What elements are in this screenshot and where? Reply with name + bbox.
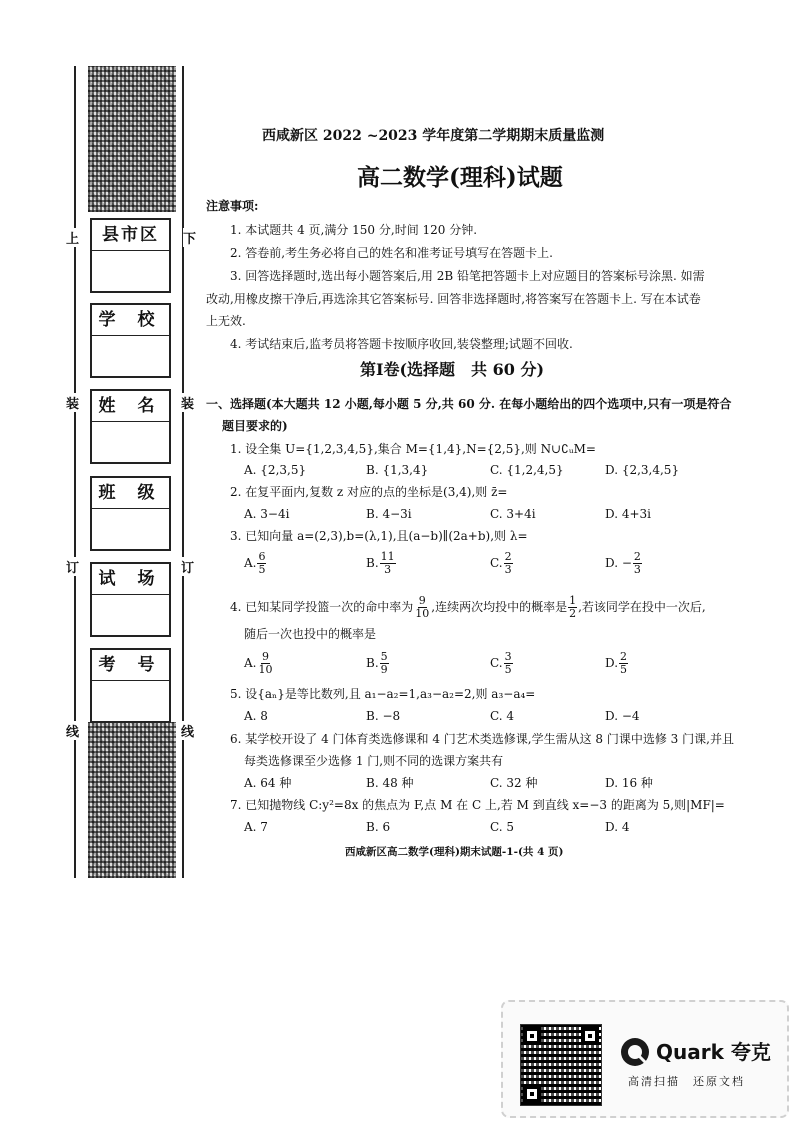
part-instructions-2: 题目要求的) [222, 419, 288, 433]
binding-line-left [74, 66, 76, 878]
q3-c-num: 2 [504, 550, 512, 563]
info-box-room [90, 562, 171, 637]
quark-brand: Quark 夸克 [656, 1040, 771, 1064]
q6-option-c: C. 32 种 [490, 776, 538, 790]
notes-line-6: 4. 考试结束后,监考员将答题卡按顺序收回,装袋整理;试题不回收. [230, 337, 573, 351]
binding-char-zhuang-left: 装 [66, 393, 79, 412]
q4-d-num: 2 [620, 650, 628, 663]
q3-a-den: 5 [258, 563, 266, 576]
q4-option-c [490, 651, 514, 676]
q4-stem-fraction-1 [414, 595, 430, 620]
q5-stem: 5. 设{aₙ}是等比数列,且 a₁−a₂=1,a₃−a₂=2,则 a₃−a₄= [230, 687, 536, 701]
q2-option-a: A. 3−4i [244, 507, 290, 521]
q3-option-b-fraction [380, 551, 396, 576]
q2-stem: 2. 在复平面内,复数 z 对应的点的坐标是(3,4),则 z̄= [230, 485, 508, 499]
notes-line-4: 改动,用橡皮擦干净后,再选涂其它答案标号. 回答非选择题时,将答案写在答题卡上. 写在本试卷 [206, 292, 701, 306]
q4-option-a-fraction [257, 651, 273, 676]
notes-heading: 注意事项: [206, 199, 259, 213]
q4-stem-a: 4. 已知某同学投篮一次的命中率为 [230, 600, 414, 614]
binding-char-top-right: 下 [183, 228, 196, 247]
q1-option-a: A. {2,3,5} [244, 463, 307, 477]
binding-char-top-left: 上 [66, 228, 79, 247]
q4-f2-den: 2 [569, 607, 577, 620]
notes-line-1: 1. 本试题共 4 页,满分 150 分,时间 120 分钟. [230, 223, 478, 237]
q5-option-a: A. 8 [244, 709, 268, 723]
q4-option-b-fraction [380, 651, 389, 676]
q7-stem: 7. 已知抛物线 C:y²=8x 的焦点为 F,点 M 在 C 上,若 M 到直线 x=−3 的距离为 5,则|MF|= [230, 798, 725, 812]
q4-f1-num: 9 [418, 594, 426, 607]
q4-stem-fraction-2 [568, 595, 577, 620]
q6-option-b: B. 48 种 [366, 776, 414, 790]
binding-char-zhuang-right: 装 [181, 393, 194, 412]
quark-logo-icon [620, 1037, 650, 1067]
info-box-number [90, 648, 171, 723]
qr-finder-tl [523, 1027, 541, 1045]
q3-option-a-prefix: A. [244, 556, 257, 570]
info-box-name [90, 389, 171, 464]
q4-stem-c: ,若该同学在投中一次后, [578, 600, 706, 614]
binding-pattern-top [88, 66, 176, 212]
q3-option-c-prefix: C. [490, 556, 503, 570]
q7-option-a: A. 7 [244, 820, 268, 834]
q4-d-den: 5 [620, 663, 628, 676]
q6-stem: 6. 某学校开设了 4 门体育类选修课和 4 门艺术类选修课,学生需从这 8 门课中选修 3 门课,并且 [230, 732, 734, 746]
q3-option-c [490, 551, 514, 576]
info-box-school [90, 303, 171, 378]
q6-option-d: D. 16 种 [605, 776, 653, 790]
q1-option-c: C. {1,2,4,5} [490, 463, 564, 477]
q4-b-den: 9 [380, 663, 388, 676]
q3-option-c-fraction [504, 551, 513, 576]
q1-option-b: B. {1,3,4} [366, 463, 429, 477]
q4-option-a [244, 651, 274, 676]
q7-option-d: D. 4 [605, 820, 630, 834]
q4-option-d [605, 651, 629, 676]
notes-line-2: 2. 答卷前,考生务必将自己的姓名和准考证号填写在答题卡上. [230, 246, 553, 260]
qr-code-icon [520, 1024, 602, 1106]
info-label-name: 姓 名 [92, 391, 169, 422]
quark-tagline: 高清扫描 还原文档 [628, 1075, 745, 1088]
q6-option-a: A. 64 种 [244, 776, 292, 790]
q3-option-a [244, 551, 267, 576]
q4-f1-den: 10 [415, 607, 430, 620]
info-label-county: 县市区 [92, 220, 169, 251]
exam-title: 高二数学(理科)试题 [357, 164, 563, 191]
q3-option-a-fraction [257, 551, 266, 576]
qr-finder-bl [523, 1085, 541, 1103]
notes-line-3: 3. 回答选择题时,选出每小题答案后,用 2B 铅笔把答题卡上对应题目的答案标号涂黑. 如需 [230, 269, 705, 283]
notes-line-5: 上无效. [206, 314, 246, 328]
section-title: 第Ⅰ卷(选择题 共 60 分) [360, 360, 545, 379]
q4-option-c-prefix: C. [490, 656, 503, 670]
q5-option-b: B. −8 [366, 709, 401, 723]
q3-d-num: 2 [633, 550, 641, 563]
q4-c-num: 3 [504, 650, 512, 663]
q5-option-d: D. −4 [605, 709, 640, 723]
q3-option-d-fraction [633, 551, 642, 576]
q3-stem: 3. 已知向量 a=(2,3),b=(λ,1),且(a−b)∥(2a+b),则 λ= [230, 529, 528, 543]
q4-f2-num: 1 [569, 594, 577, 607]
info-label-class: 班 级 [92, 478, 169, 509]
q3-a-num: 6 [258, 550, 266, 563]
q2-option-b: B. 4−3i [366, 507, 412, 521]
q4-option-b [366, 651, 390, 676]
q5-option-c: C. 4 [490, 709, 515, 723]
q4-c-den: 5 [504, 663, 512, 676]
q2-option-c: C. 3+4i [490, 507, 536, 521]
q3-c-den: 3 [504, 563, 512, 576]
info-box-class [90, 476, 171, 551]
binding-line-right [182, 66, 184, 878]
q2-option-d: D. 4+3i [605, 507, 651, 521]
q1-stem: 1. 设全集 U={1,2,3,4,5},集合 M={1,4},N={2,5},则 N∪∁ᵤM= [230, 442, 596, 456]
q4-a-den: 10 [258, 663, 273, 676]
q4-b-num: 5 [380, 650, 388, 663]
info-label-room: 试 场 [92, 564, 169, 595]
q4-option-d-prefix: D. [605, 656, 619, 670]
q6-stem-2: 每类选修课至少选修 1 门,则不同的选课方案共有 [244, 754, 504, 768]
q4-option-a-prefix: A. [244, 656, 257, 670]
q7-option-c: C. 5 [490, 820, 515, 834]
q3-option-d [605, 551, 643, 576]
q3-option-d-prefix: D. − [605, 556, 632, 570]
info-box-county [90, 218, 171, 293]
q4-a-num: 9 [261, 650, 269, 663]
q4-stem [230, 594, 706, 620]
q4-stem-2: 随后一次也投中的概率是 [244, 627, 377, 641]
q3-option-b-prefix: B. [366, 556, 379, 570]
q4-stem-b: ,连续两次均投中的概率是 [431, 600, 568, 614]
q7-option-b: B. 6 [366, 820, 391, 834]
part-instructions-1: 一、选择题(本大题共 12 小题,每小题 5 分,共 60 分. 在每小题给出的四个选项中,只有一项是符合 [206, 397, 732, 411]
info-label-school: 学 校 [92, 305, 169, 336]
page-footer: 西咸新区高二数学(理科)期末试题-1-(共 4 页) [345, 846, 564, 858]
binding-char-xian-right: 线 [181, 721, 194, 740]
q4-option-d-fraction [619, 651, 628, 676]
q1-option-d: D. {2,3,4,5} [605, 463, 680, 477]
binding-char-xian-left: 线 [66, 721, 79, 740]
binding-char-ding-left: 订 [66, 557, 79, 576]
exam-subtitle: 西咸新区 2022 ~2023 学年度第二学期期末质量监测 [262, 128, 605, 144]
info-label-number: 考 号 [92, 650, 169, 681]
q3-d-den: 3 [633, 563, 641, 576]
binding-char-ding-right: 订 [181, 557, 194, 576]
q4-option-c-fraction [504, 651, 513, 676]
binding-pattern-bottom [88, 722, 176, 878]
q3-b-num: 11 [380, 550, 395, 563]
qr-finder-tr [581, 1027, 599, 1045]
q3-option-b [366, 551, 397, 576]
q3-b-den: 3 [384, 563, 392, 576]
q4-option-b-prefix: B. [366, 656, 379, 670]
